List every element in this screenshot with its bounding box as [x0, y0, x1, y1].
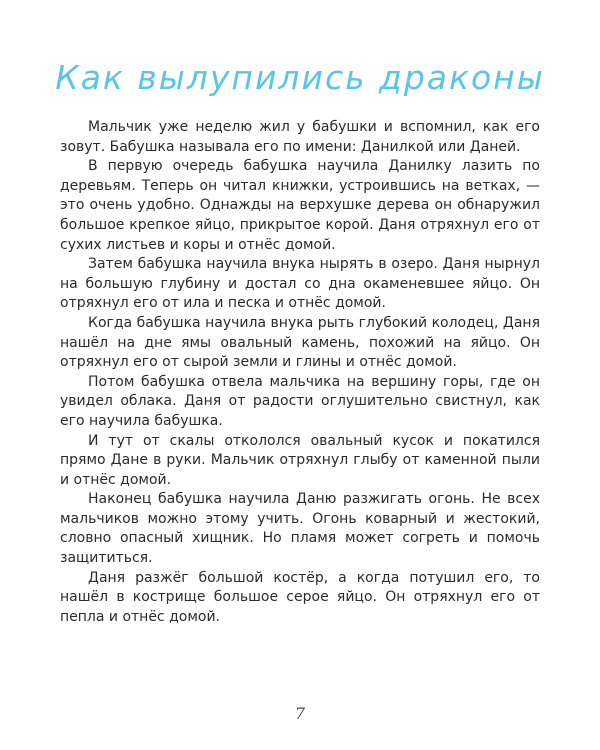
- chapter-title: Как вылупились драконы: [55, 58, 545, 98]
- paragraph-8: Даня разжёг большой костёр, а когда потушил его, то нашёл в кострище большое серое яйцо. Он отряхнул его от пепла и отнёс домой.: [60, 569, 540, 625]
- paragraph-2: В первую очередь бабушка научила Данилку лазить по деревьям. Теперь он читал книжки, устроившись на ветках, — это очень удобно. Однажды на верхушке дерева он обнаружил большое крепкое яйцо, прикрытое корой. Даня отряхнул его от сухих листьев и коры и отнёс домой.: [60, 158, 540, 253]
- paragraph-1: Мальчик уже неделю жил у бабушки и вспомнил, как его зовут. Бабушка называла его по имени: Данилкой или Даней.: [60, 119, 540, 155]
- story-text: [60, 118, 540, 627]
- paragraph-6: И тут от скалы откололся овальный кусок и покатился прямо Дане в руки. Мальчик отряхнул глыбу от каменной пыли и отнёс домой.: [60, 432, 540, 488]
- paragraph-4: Когда бабушка научила внука рыть глубокий колодец, Даня нашёл на дне ямы овальный камень, похожий на яйцо. Он отряхнул его от сырой земли и глины и отнёс домой.: [60, 314, 540, 371]
- paragraph-5: Потом бабушка отвела мальчика на вершину горы, где он увидел облака. Даня от радости оглушительно свистнул, как его научила бабушка.: [60, 373, 540, 429]
- paragraph-7: Наконец бабушка научила Даню разжигать огонь. Не всех мальчиков можно этому учить. Огонь коварный и жестокий, словно опасный хищник. Но пламя может согреть и помочь защититься.: [60, 491, 540, 567]
- page-number: 7: [294, 704, 306, 723]
- paragraph-3: Затем бабушка научила внука нырять в озеро. Даня нырнул на большую глубину и достал со дна окаменевшее яйцо. Он отряхнул его от ила и песка и отнёс домой.: [60, 256, 540, 312]
